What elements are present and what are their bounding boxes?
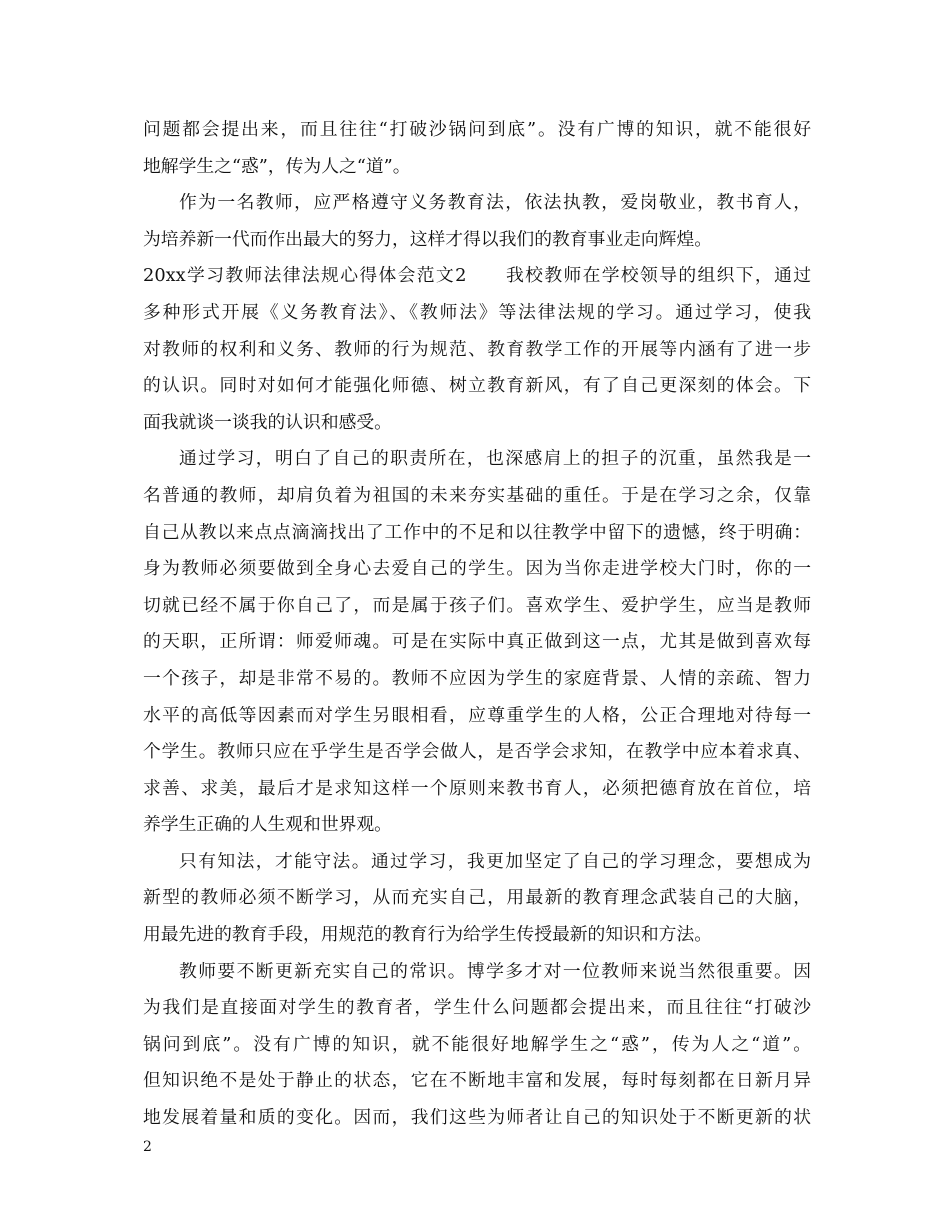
text-line: 但知识绝不是处于静止的状态，它在不断地丰富和发展，每时每刻都在日新月异 xyxy=(143,1070,811,1092)
text-line: 用最先进的教育手段，用规范的教育行为给学生传授最新的知识和方法。 xyxy=(143,924,713,946)
text-line: 水平的高低等因素而对学生另眼相看，应尊重学生的人格，公正合理地对待每一 xyxy=(143,704,811,726)
paragraph-start-line: 通过学习，明白了自己的职责所在，也深感肩上的担子的沉重，虽然我是一 xyxy=(179,448,811,470)
text-line: 新型的教师必须不断学习，从而充实自己，用最新的教育理念武装自己的大脑， xyxy=(143,887,811,909)
text-line: 的认识。同时对如何才能强化师德、树立教育新风，有了自己更深刻的体会。下 xyxy=(143,375,811,397)
text-line: 面我就谈一谈我的认识和感受。 xyxy=(143,411,392,433)
paragraph-start-line: 作为一名教师，应严格遵守义务教育法，依法执教，爱岗敬业，教书育人， xyxy=(179,192,811,214)
text-line: 的天职，正所谓：师爱师魂。可是在实际中真正做到这一点，尤其是做到喜欢每 xyxy=(143,631,811,653)
text-line: 锅问到底”。没有广博的知识，就不能很好地解学生之“惑”，传为人之“道”。 xyxy=(143,1033,811,1055)
text-line: 地解学生之“惑”，传为人之“道”。 xyxy=(143,155,411,177)
text-line: 养学生正确的人生观和世界观。 xyxy=(143,814,392,836)
text-line: 个学生。教师只应在乎学生是否学会做人，是否学会求知，在教学中应本着求真、 xyxy=(143,741,811,763)
body-text xyxy=(143,112,811,1137)
text-line: 地发展着量和质的变化。因而，我们这些为师者让自己的知识处于不断更新的状 xyxy=(143,1107,811,1129)
section-heading-line: 20xx学习教师法律法规心得体会范文2 我校教师在学校领导的组织下，通过 xyxy=(143,265,811,287)
text-line: 求善、求美，最后才是求知这样一个原则来教书育人，必须把德育放在首位，培 xyxy=(143,777,811,799)
text-line: 对教师的权利和义务、教师的行为规范、教育教学工作的开展等内涵有了进一步 xyxy=(143,338,811,360)
page-number: 2 xyxy=(143,1139,152,1155)
text-line: 为培养新一代而作出最大的努力，这样才得以我们的教育事业走向辉煌。 xyxy=(143,228,713,250)
text-line: 一个孩子，却是非常不易的。教师不应因为学生的家庭背景、人情的亲疏、智力 xyxy=(143,667,811,689)
text-line: 自己从教以来点点滴滴找出了工作中的不足和以往教学中留下的遗憾，终于明确： xyxy=(143,521,811,543)
text-line: 为我们是直接面对学生的教育者，学生什么问题都会提出来，而且往往“打破沙 xyxy=(143,997,811,1019)
text-line: 身为教师必须要做到全身心去爱自己的学生。因为当你走进学校大门时，你的一 xyxy=(143,558,811,580)
text-line: 问题都会提出来，而且往往“打破沙锅问到底”。没有广博的知识，就不能很好 xyxy=(143,119,811,140)
text-line: 名普通的教师，却肩负着为祖国的未来夯实基础的重任。于是在学习之余，仅靠 xyxy=(143,484,811,506)
text-line: 多种形式开展《义务教育法》、《教师法》等法律法规的学习。通过学习，使我 xyxy=(143,301,811,323)
paragraph-start-line: 只有知法，才能守法。通过学习，我更加坚定了自己的学习理念，要想成为 xyxy=(179,850,811,872)
text-line: 切就已经不属于你自己了，而是属于孩子们。喜欢学生、爱护学生，应当是教师 xyxy=(143,594,811,616)
paragraph-start-line: 教师要不断更新充实自己的常识。博学多才对一位教师来说当然很重要。因 xyxy=(179,960,811,982)
